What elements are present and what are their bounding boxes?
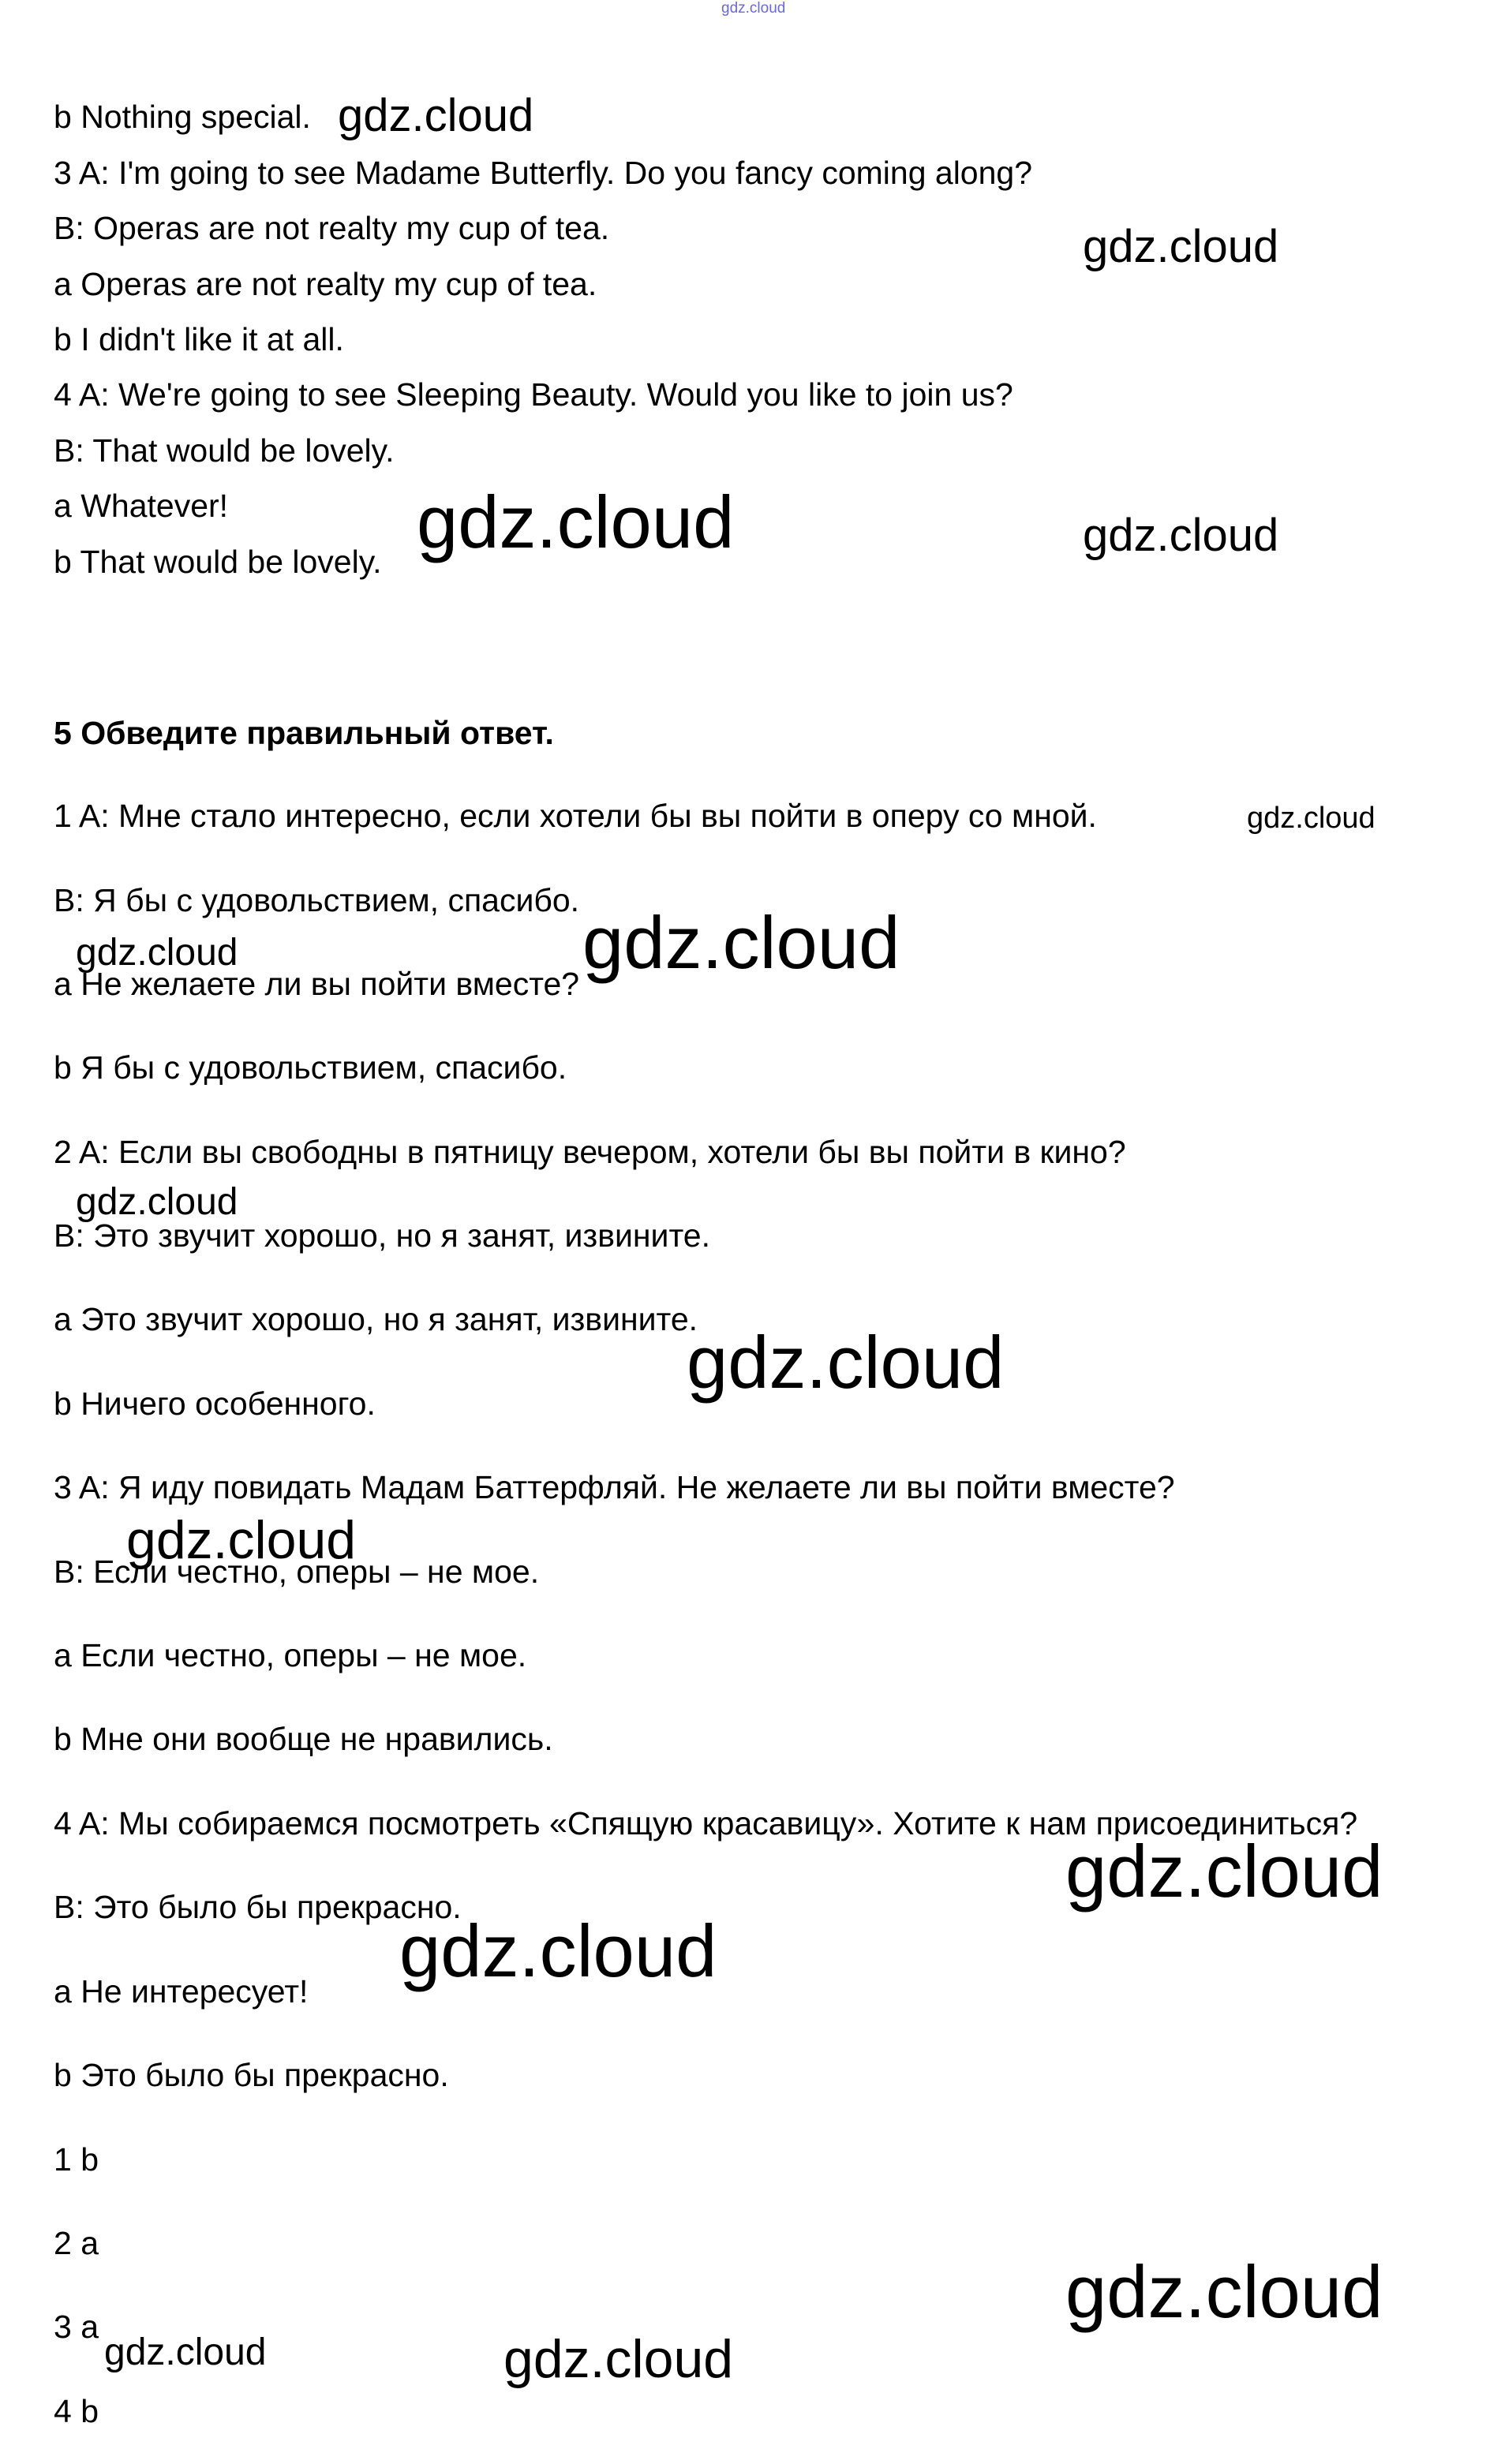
watermark: gdz.cloud [1083, 510, 1279, 561]
watermark: gdz.cloud [1065, 1830, 1383, 1912]
answer-line: 1 b [54, 2141, 99, 2178]
header-watermark: gdz.cloud [721, 0, 786, 17]
text-line: 4 A: Мы собираемся посмотреть «Спящую красавицу». Хотите к нам присоединиться? [54, 1805, 1358, 1841]
watermark: gdz.cloud [76, 932, 238, 974]
watermark: gdz.cloud [76, 1181, 238, 1223]
watermark: gdz.cloud [104, 2331, 267, 2373]
text-line: b That would be lovely. [54, 544, 382, 580]
text-line: 1 A: Мне стало интересно, если хотели бы вы пойти в оперу со мной. [54, 798, 1097, 834]
watermark: gdz.cloud [503, 2329, 734, 2389]
watermark: gdz.cloud [582, 901, 900, 984]
text-line: B: Это звучит хорошо, но я занят, извините. [54, 1217, 710, 1254]
text-line: a Whatever! [54, 488, 229, 524]
watermark: gdz.cloud [417, 480, 735, 563]
watermark: gdz.cloud [1083, 221, 1279, 272]
text-line: 2 A: Если вы свободны в пятницу вечером, хотели бы вы пойти в кино? [54, 1134, 1126, 1170]
text-line: 4 A: We're going to see Sleeping Beauty. Would you like to join us? [54, 376, 1013, 413]
answer-line: 4 b [54, 2393, 99, 2429]
text-line: B: That would be lovely. [54, 432, 395, 469]
watermark: gdz.cloud [1065, 2250, 1383, 2333]
watermark: gdz.cloud [338, 90, 534, 141]
text-line: a Не интересует! [54, 1973, 309, 2010]
task-heading: 5 Обведите правильный ответ. [54, 715, 554, 751]
text-line: b Ничего особенного. [54, 1385, 376, 1422]
text-line: b I didn't like it at all. [54, 321, 344, 357]
text-line: B: Operas are not realty my cup of tea. [54, 210, 610, 246]
watermark: gdz.cloud [687, 1321, 1005, 1404]
watermark: gdz.cloud [126, 1510, 357, 1570]
text-line: B: Это было бы прекрасно. [54, 1889, 462, 1925]
answer-line: 3 a [54, 2309, 99, 2345]
text-line: a Если честно, оперы – не мое. [54, 1637, 527, 1673]
text-line: B: Если честно, оперы – не мое. [54, 1554, 540, 1590]
text-line: b Мне они вообще не нравились. [54, 1721, 553, 1757]
text-line: a Не желаете ли вы пойти вместе? [54, 966, 580, 1002]
text-line: B: Я бы с удовольствием, спасибо. [54, 882, 580, 918]
answer-line: 2 a [54, 2225, 99, 2261]
text-line: b Я бы с удовольствием, спасибо. [54, 1049, 567, 1086]
text-line: 3 A: Я иду повидать Мадам Баттерфляй. Не желаете ли вы пойти вместе? [54, 1469, 1175, 1505]
watermark: gdz.cloud [399, 1909, 717, 1992]
text-line: b Nothing special. [54, 99, 311, 135]
text-line: a Это звучит хорошо, но я занят, извините. [54, 1301, 698, 1337]
watermark: gdz.cloud [1247, 802, 1376, 835]
text-line: b Это было бы прекрасно. [54, 2057, 449, 2093]
text-line: 3 A: I'm going to see Madame Butterfly. Do you fancy coming along? [54, 155, 1033, 191]
text-line: a Operas are not realty my cup of tea. [54, 266, 597, 302]
